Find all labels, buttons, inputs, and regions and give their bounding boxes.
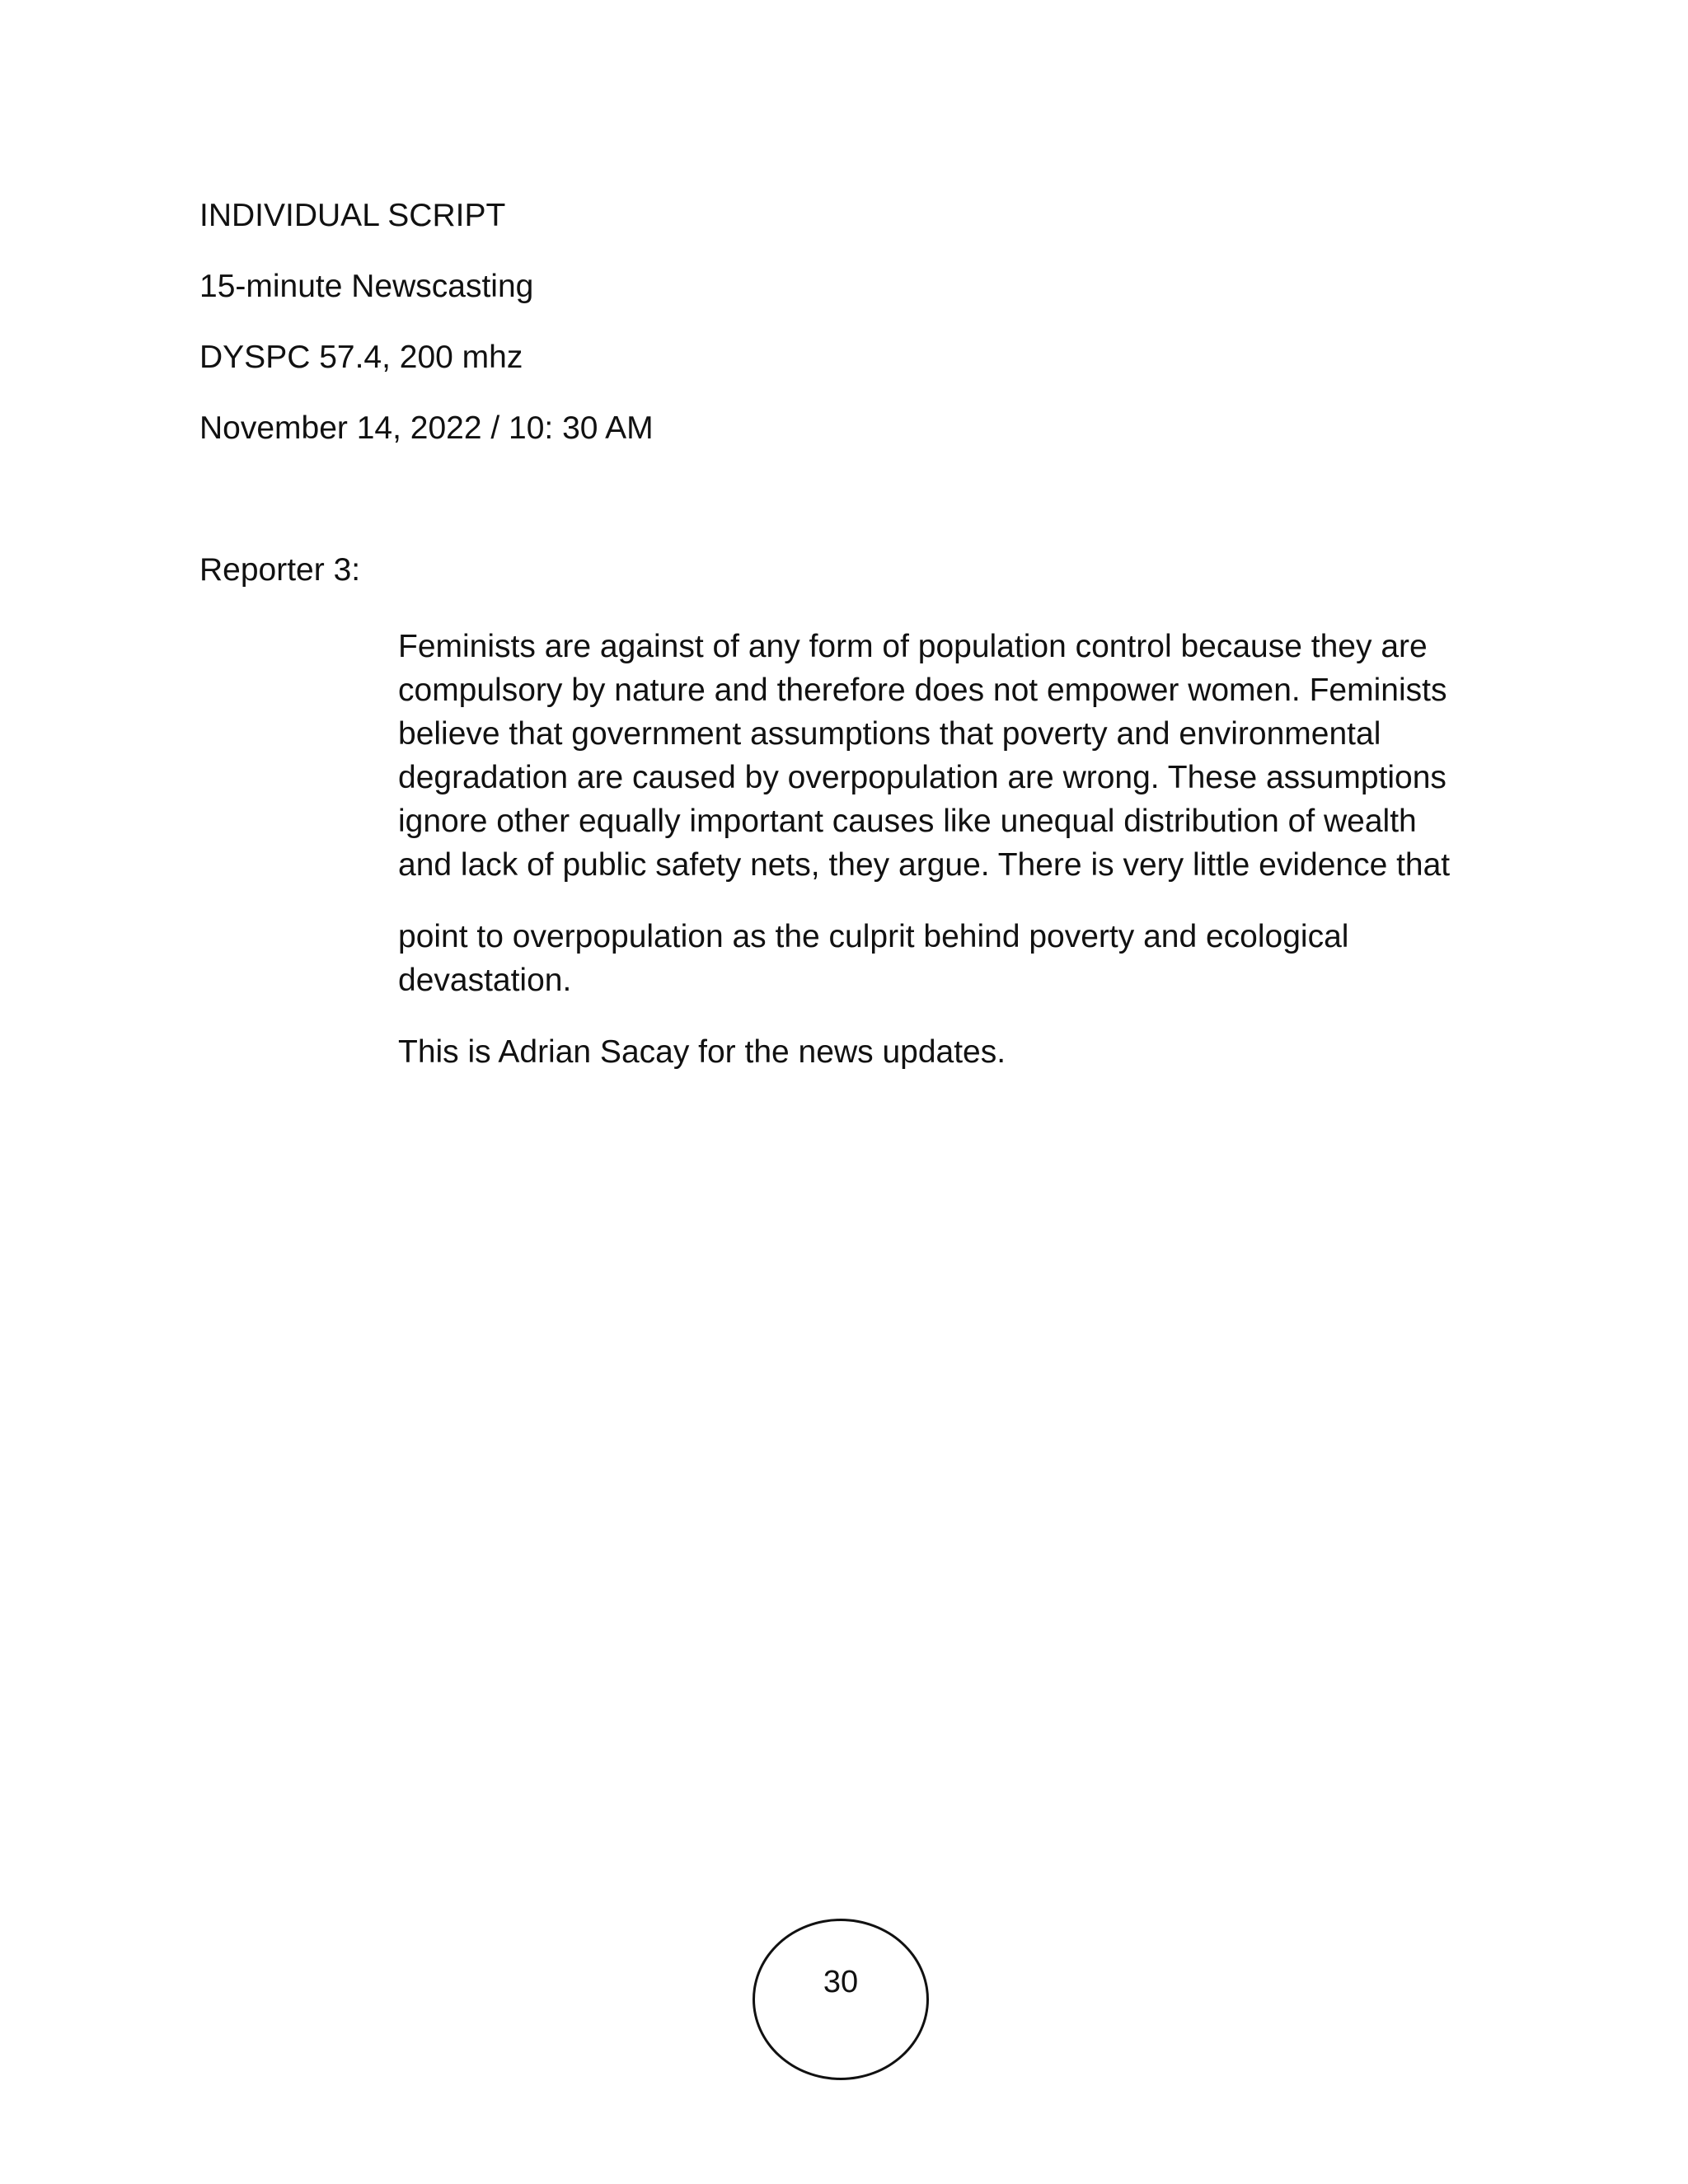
broadcast-datetime: November 14, 2022 / 10: 30 AM — [199, 410, 654, 446]
page-number-circle — [753, 1919, 929, 2080]
speaker-label: Reporter 3: — [199, 552, 361, 588]
paragraph-line: point to overpopulation as the culprit behind poverty and ecological — [398, 919, 1349, 954]
sign-off — [398, 1030, 1006, 1074]
station-info: DYSPC 57.4, 200 mhz — [199, 340, 523, 375]
sign-off-line: This is Adrian Sacay for the news updates. — [398, 1034, 1006, 1070]
paragraph-line: Feminists are against of any form of population control because they are — [398, 629, 1428, 664]
paragraph-line: and lack of public safety nets, they argue. There is very little evidence that — [398, 847, 1451, 883]
program-name: 15-minute Newscasting — [199, 269, 534, 304]
document-title: INDIVIDUAL SCRIPT — [199, 198, 506, 233]
paragraph-line: degradation are caused by overpopulation are wrong. These assumptions — [398, 760, 1447, 795]
script-paragraph-1 — [398, 625, 1450, 887]
script-paragraph-2 — [398, 915, 1348, 1002]
paragraph-line: believe that government assumptions that poverty and environmental — [398, 716, 1381, 752]
paragraph-line: devastation. — [398, 963, 572, 998]
paragraph-line: ignore other equally important causes like unequal distribution of wealth — [398, 804, 1417, 839]
paragraph-line: compulsory by nature and therefore does not empower women. Feminists — [398, 673, 1447, 708]
page-number: 30 — [823, 1965, 859, 1999]
